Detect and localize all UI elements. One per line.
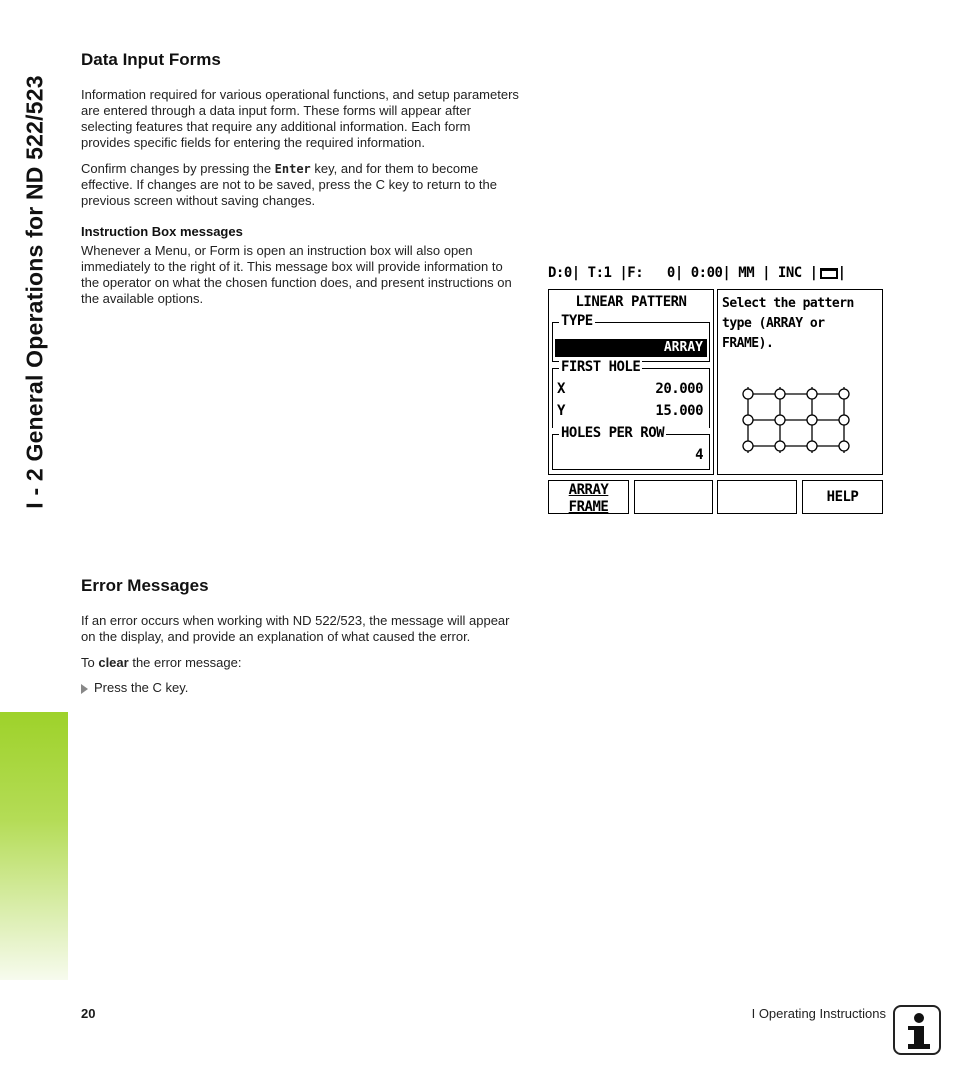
subheading: Instruction Box messages bbox=[81, 224, 243, 239]
chapter-color-bar bbox=[0, 712, 68, 980]
footer-section-title: I Operating Instructions bbox=[751, 1006, 886, 1021]
bullet-arrow-icon bbox=[81, 684, 88, 694]
paragraph: If an error occurs when working with ND 522/523, the message will appear on the display, and provide an explanation of what caused the error. bbox=[81, 613, 510, 644]
y-row: Y 15.000 bbox=[557, 403, 703, 419]
dro-screen-illustration bbox=[546, 262, 886, 522]
hole-circle bbox=[743, 415, 753, 425]
paragraph: Whenever a Menu, or Form is open an instruction box will also open immediately to the right of it. This message box will provide information to the operator on what the chosen function does, and present instructions on the available options. bbox=[81, 243, 512, 306]
hole-circle bbox=[775, 389, 785, 399]
paragraph: Information required for various operational functions, and setup parameters are entered through a data input form. These forms will appear after selecting features that require any additional information. Each form provides specific fields for entering the required information. bbox=[81, 87, 519, 150]
section-heading: Error Messages bbox=[81, 576, 209, 595]
hole-circle bbox=[775, 441, 785, 451]
vertical-chapter-title: I - 2 General Operations for ND 522/523 bbox=[21, 75, 48, 509]
error-messages-section bbox=[81, 576, 523, 696]
page-number: 20 bbox=[81, 1006, 96, 1021]
type-label: TYPE bbox=[561, 313, 593, 329]
hole-circle bbox=[743, 389, 753, 399]
hole-circle bbox=[807, 389, 817, 399]
paragraph: To clear the error message: bbox=[81, 655, 242, 670]
help-softkey[interactable]: HELP bbox=[802, 480, 883, 514]
printer-icon bbox=[820, 268, 838, 279]
first-hole-group bbox=[552, 359, 710, 428]
instruction-text: Select the pattern type (ARRAY or FRAME). bbox=[722, 296, 854, 351]
status-bar: D:0| T:1 |F: 0| 0:00| MM | INC | | bbox=[548, 265, 846, 281]
holes-per-row-row: 4 bbox=[695, 447, 703, 463]
first-hole-label: FIRST HOLE bbox=[561, 359, 641, 375]
hole-circle bbox=[807, 415, 817, 425]
form-title: LINEAR PATTERN bbox=[575, 294, 687, 310]
form-panel bbox=[548, 289, 714, 475]
paragraph: Confirm changes by pressing the Enter key, and for them to become effective. If changes are not to be saved, press the C key to return to the previous screen without saving changes. bbox=[81, 161, 497, 208]
blank-softkey[interactable] bbox=[634, 480, 713, 514]
blank-softkey[interactable] bbox=[717, 480, 797, 514]
hole-circle bbox=[775, 415, 785, 425]
holes-per-row-group bbox=[552, 425, 710, 470]
x-row: X 20.000 bbox=[557, 381, 703, 397]
type-field: ARRAY bbox=[555, 339, 707, 357]
hole-circle bbox=[839, 441, 849, 451]
data-input-section bbox=[81, 50, 523, 307]
step-item: Press the C key. bbox=[81, 680, 523, 696]
enter-key-label: Enter bbox=[274, 162, 311, 176]
hole-pattern-diagram bbox=[718, 378, 882, 478]
hole-circle bbox=[839, 389, 849, 399]
array-frame-softkey[interactable]: ARRAY FRAME bbox=[548, 480, 629, 514]
holes-per-row-label: HOLES PER ROW bbox=[561, 425, 665, 441]
section-heading: Data Input Forms bbox=[81, 50, 221, 69]
info-icon bbox=[893, 1005, 941, 1055]
instruction-box bbox=[717, 289, 883, 475]
hole-circle bbox=[839, 415, 849, 425]
hole-circle bbox=[807, 441, 817, 451]
type-group bbox=[552, 313, 710, 362]
hole-circle bbox=[743, 441, 753, 451]
